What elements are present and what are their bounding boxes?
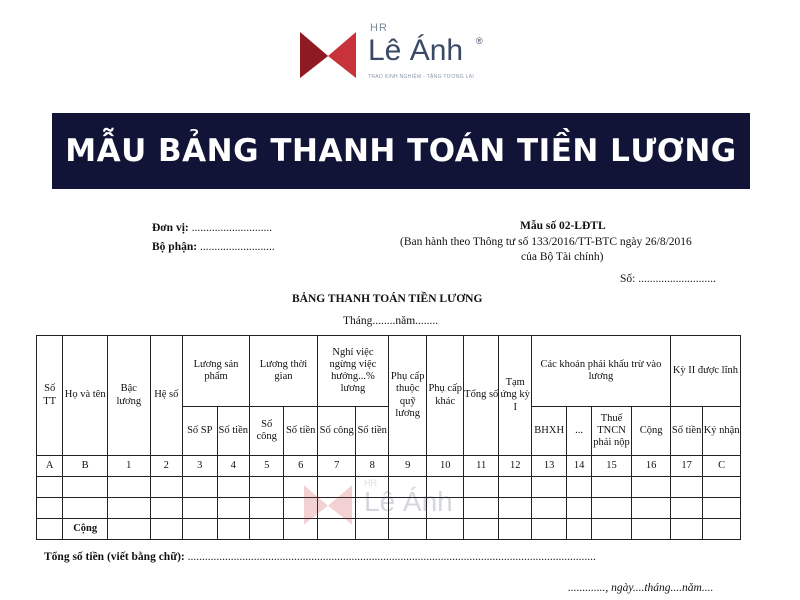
logo-hr-text: HR [370,22,388,34]
payroll-table [36,335,741,540]
col-num: A [37,456,63,477]
col-num: 4 [217,456,249,477]
col-num: B [63,456,108,477]
brand-logo [298,22,498,86]
unit-field [152,222,272,234]
logo-slogan: TRAO KINH NGHIỆM - TẶNG TƯƠNG LAI [368,74,475,80]
column-number-row [37,456,741,477]
col-advance: Tạm ứng kỳ I [499,336,531,456]
document-title: BẢNG THANH TOÁN TIỀN LƯƠNG [292,293,483,305]
col-name: Họ và tên [63,336,108,456]
table-row [37,498,741,519]
sub-leave-days: Số công [317,407,356,456]
col-rank: Bậc lương [107,336,150,456]
sub-time-amount: Số tiền [284,407,317,456]
total-in-words-dots: .............................................................................................................................................. [184,551,596,563]
sub-deduct-sum: Cộng [632,407,671,456]
col-coef: Hệ số [150,336,182,456]
issued-line-1: (Ban hành theo Thông tư số 133/2016/TT-BTC ngày 26/8/2016 [400,236,692,248]
table-row [37,477,741,498]
logo-registered-mark: ® [476,36,483,46]
col-num: 8 [356,456,388,477]
col-allow-other: Phụ cấp khác [427,336,464,456]
issued-line-2: của Bộ Tài chính) [521,251,604,263]
dept-label: Bộ phận: [152,241,198,253]
col-num: 3 [183,456,217,477]
watermark-brand: Lê Ánh [364,486,453,517]
col-time-wage: Lương thời gian [249,336,317,407]
col-num: 6 [284,456,317,477]
col-num: 1 [107,456,150,477]
col-num: 11 [463,456,499,477]
col-num: 15 [591,456,632,477]
title-banner [52,113,750,189]
sub-ellipsis: ... [567,407,591,456]
col-num: 13 [531,456,567,477]
total-in-words-line [44,551,596,563]
dept-field [152,241,275,253]
sub-pit: Thuế TNCN phải nộp [591,407,632,456]
col-product-wage: Lương sản phẩm [183,336,250,407]
sub-k2-sign: Ký nhận [703,407,741,456]
col-stt: Số TT [37,336,63,456]
col-num: 10 [427,456,464,477]
sub-sp-qty: Số SP [183,407,217,456]
form-number: Mẫu số 02-LĐTL [520,220,606,232]
logo-brand-text: Lê Ánh [368,34,464,67]
col-total: Tổng số [463,336,499,456]
col-num: 2 [150,456,182,477]
dept-dots: .......................... [197,241,275,253]
logo-emblem-icon [298,26,358,82]
unit-label: Đơn vị: [152,222,189,234]
month-year-line: Tháng........năm........ [343,315,439,327]
unit-dots: ............................ [188,222,273,234]
doc-number: Số: ........................... [620,273,716,285]
sub-sp-amount: Số tiền [217,407,249,456]
col-leave-wage: Nghỉ việc ngừng việc hưởng...% lương [317,336,388,407]
total-row [37,519,741,540]
header-row [37,336,741,407]
sub-k2-amount: Số tiền [670,407,702,456]
sub-time-days: Số công [249,407,283,456]
col-num: 16 [632,456,671,477]
col-num: 12 [499,456,531,477]
col-allow-fund: Phụ cấp thuộc quỹ lương [388,336,427,456]
col-num: 9 [388,456,427,477]
total-in-words-label: Tổng số tiền (viết bằng chữ): [44,551,185,563]
sub-bhxh: BHXH [531,407,567,456]
col-deductions: Các khoản phải khấu trừ vào lương [531,336,670,407]
banner-title: MẪU BẢNG THANH TOÁN TIỀN LƯƠNG [65,133,737,169]
col-num: 5 [249,456,283,477]
col-period-2: Kỳ II được lĩnh [670,336,740,407]
col-num: 17 [670,456,702,477]
col-num: 14 [567,456,591,477]
col-num: C [703,456,741,477]
date-line: ............., ngày....tháng....năm.... [568,582,714,594]
sub-leave-amount: Số tiền [356,407,388,456]
col-num: 7 [317,456,356,477]
watermark-hr: HR [364,478,377,488]
total-row-label: Cộng [63,519,108,540]
